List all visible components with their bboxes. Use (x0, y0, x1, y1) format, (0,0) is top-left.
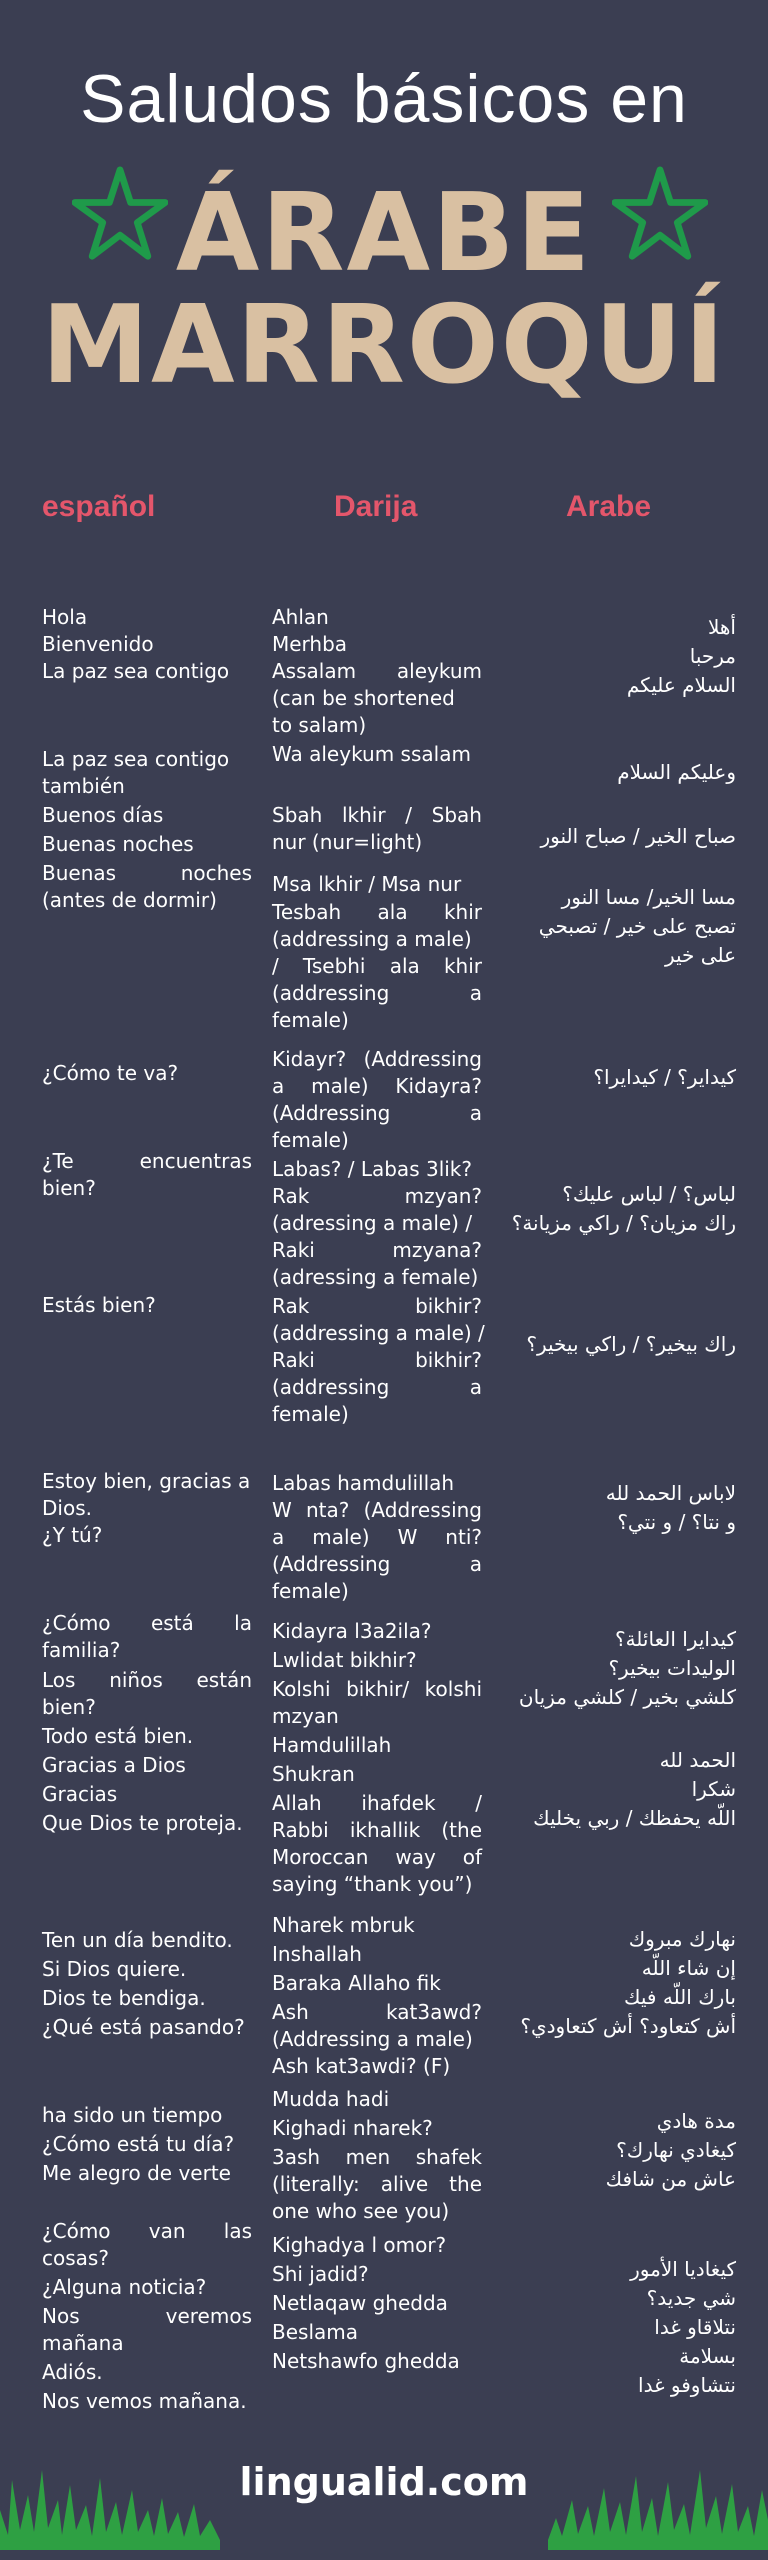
spanish-line: Ten un día bendito. (42, 1928, 233, 1952)
spanish-line: ¿Cómo te va? (42, 1061, 179, 1085)
darija-line: (addressing a (272, 981, 482, 1005)
darija-line: Raki mzyana? (272, 1238, 482, 1262)
page-title-line1: ÁRABE (175, 171, 593, 296)
darija-line: Allah ihafdek / (272, 1791, 482, 1815)
darija-line: Assalam aleykum (272, 659, 482, 683)
arabic-line: كيغاديا الأمور (630, 2257, 736, 2281)
spanish-line: bien? (42, 1695, 96, 1719)
arabic-line: مرحبا (689, 644, 736, 668)
darija-line: Rak mzyan? (272, 1184, 482, 1208)
arabic-line: بسلامة (679, 2344, 736, 2368)
arabic-line: تصبح على خير / تصبحي (538, 914, 736, 938)
column-heading-arabic: Arabe (566, 490, 652, 523)
darija-line: (can be shortened (272, 686, 455, 710)
darija-line: Raki bikhir? (272, 1348, 482, 1372)
spanish-line: Adiós. (42, 2360, 103, 2384)
darija-line: (addressing a male) / (272, 1321, 485, 1345)
arabic-line: نتشاوفو غدا (638, 2373, 736, 2397)
darija-line: Msa lkhir / Msa nur (272, 872, 462, 896)
darija-line: Kighadya l omor? (272, 2233, 447, 2257)
darija-line: Hamdulillah (272, 1733, 392, 1757)
spanish-line: Que Dios te proteja. (42, 1811, 243, 1835)
spanish-line: La paz sea contigo (42, 747, 230, 771)
spanish-line: ¿Cómo está tu día? (42, 2132, 235, 2156)
column-heading-spanish: español (42, 490, 156, 523)
darija-line: Kolshi bikhir/ kolshi (272, 1677, 482, 1701)
spanish-line: Si Dios quiere. (42, 1957, 187, 1981)
darija-line: Ash kat3awd? (272, 2000, 482, 2024)
spanish-line: Todo está bien. (42, 1724, 194, 1748)
darija-line: Shukran (272, 1762, 355, 1786)
darija-line: Baraka Allaho fik (272, 1971, 441, 1995)
darija-line: a male) Kidayra? (272, 1074, 482, 1098)
column-heading-darija: Darija (334, 490, 418, 523)
darija-line: (Addressing a male) (272, 2027, 473, 2051)
darija-line: Kidayr? (Addressing (272, 1047, 482, 1071)
darija-line: Lwlidat bikhir? (272, 1648, 417, 1672)
spanish-line: Hola (42, 605, 88, 629)
darija-line: nur (nur=light) (272, 830, 423, 854)
arabic-line: الحمد لله (659, 1748, 736, 1772)
darija-line: female) (272, 1008, 349, 1032)
spanish-line: Nos vemos mañana. (42, 2389, 247, 2413)
spanish-line: bien? (42, 1176, 96, 1200)
page-subtitle: Saludos básicos en (80, 61, 688, 137)
spanish-line: Bienvenido (42, 632, 154, 656)
spanish-line: Estás bien? (42, 1293, 156, 1317)
arabic-line: اللّه يحفظك / ربي يخليك (533, 1806, 736, 1830)
darija-line: Rabbi ikhallik (the (272, 1818, 482, 1842)
darija-line: Rak bikhir? (272, 1294, 482, 1318)
arabic-line: لباس؟ / لباس عليك؟ (562, 1182, 736, 1206)
darija-line: Merhba (272, 632, 348, 656)
spanish-line: Dios te bendiga. (42, 1986, 206, 2010)
spanish-line: ha sido un tiempo (42, 2103, 223, 2127)
arabic-line: الوليدات بيخير؟ (608, 1656, 736, 1680)
arabic-line: راك بيخير؟ / راكي بيخير؟ (526, 1332, 736, 1356)
spanish-line: ¿Cómo van las (42, 2219, 252, 2243)
arabic-line: إن شاء اللّه (641, 1956, 736, 1980)
darija-line: Netshawfo ghedda (272, 2349, 460, 2373)
arabic-line: على خير (664, 943, 736, 967)
arabic-line: أش كتعاود؟ أش كتعاودي؟ (520, 2014, 736, 2038)
arabic-line: نهارك مبروك (628, 1927, 736, 1951)
spanish-line: Gracias a Dios (42, 1753, 186, 1777)
darija-line: (addressing a male) (272, 927, 472, 951)
arabic-line: بارك اللّه فيك (624, 1985, 736, 2009)
darija-line: 3ash men shafek (272, 2145, 482, 2169)
spanish-line: ¿Y tú? (42, 1523, 103, 1547)
arabic-line: شكرا (691, 1777, 736, 1801)
spanish-line: ¿Cómo está la (42, 1611, 252, 1635)
darija-line: (Addressing a (272, 1552, 482, 1576)
spanish-line: Nos veremos (42, 2304, 252, 2328)
spanish-line: ¿Alguna noticia? (42, 2275, 207, 2299)
arabic-line: نتلاقاو غدا (654, 2315, 736, 2339)
spanish-line: cosas? (42, 2246, 109, 2270)
darija-line: Sbah lkhir / Sbah (272, 803, 482, 827)
darija-line: Shi jadid? (272, 2262, 369, 2286)
spanish-line: La paz sea contigo (42, 659, 230, 683)
spanish-line: Estoy bien, gracias a (42, 1469, 251, 1493)
darija-line: Beslama (272, 2320, 358, 2344)
spanish-line: ¿Qué está pasando? (42, 2015, 245, 2039)
darija-line: Wa aleykum ssalam (272, 742, 471, 766)
spanish-line: Gracias (42, 1782, 118, 1806)
spanish-line: mañana (42, 2331, 124, 2355)
darija-line: female) (272, 1579, 349, 1603)
darija-line: female) (272, 1402, 349, 1426)
arabic-line: السلام عليكم (626, 673, 736, 697)
darija-line: (adressing a male) / (272, 1211, 473, 1235)
darija-line: Ahlan (272, 605, 329, 629)
arabic-line: مسا الخير/ مسا النور (561, 885, 736, 909)
darija-line: Tesbah ala khir (272, 900, 482, 924)
darija-line: a male) W nti? (272, 1525, 482, 1549)
spanish-line: Buenas noches (42, 832, 194, 856)
darija-line: Labas? / Labas 3lik? (272, 1157, 472, 1181)
arabic-line: أهلا (707, 615, 736, 639)
darija-line: Moroccan way of (272, 1845, 482, 1869)
arabic-line: مدة هادي (656, 2109, 736, 2133)
arabic-line: كيغادي نهارك؟ (616, 2138, 736, 2162)
darija-line: Inshallah (272, 1942, 362, 1966)
spanish-line: Los niños están (42, 1668, 252, 1692)
arabic-line: صباح الخير / صباح النور (540, 824, 736, 848)
spanish-line: Buenas noches (42, 861, 252, 885)
darija-line: (adressing a female) (272, 1265, 479, 1289)
darija-line: Kighadi nharek? (272, 2116, 433, 2140)
darija-line: Ash kat3awdi? (F) (272, 2054, 451, 2078)
arabic-line: لاباس الحمد لله (605, 1481, 736, 1505)
spanish-line: también (42, 774, 125, 798)
arabic-line: راك مزيان؟ / راكي مزيانة؟ (511, 1211, 736, 1235)
darija-line: (addressing a (272, 1375, 482, 1399)
darija-line: saying “thank you”) (272, 1872, 473, 1896)
site-url: lingualid.com (239, 2460, 529, 2504)
spanish-line: Dios. (42, 1496, 92, 1520)
arabic-line: كيداير؟ / كيدايرا؟ (593, 1065, 736, 1089)
darija-line: Mudda hadi (272, 2087, 390, 2111)
darija-line: Nharek mbruk (272, 1913, 415, 1937)
darija-line: one who see you) (272, 2199, 450, 2223)
arabic-line: شي جديد؟ (646, 2286, 736, 2310)
spanish-line: Buenos días (42, 803, 164, 827)
darija-line: Labas hamdulillah (272, 1471, 455, 1495)
arabic-line: عاش من شافك (605, 2167, 736, 2191)
darija-line: (Addressing a (272, 1101, 482, 1125)
arabic-line: و نتا؟ / و نتي؟ (617, 1510, 736, 1534)
spanish-line: Me alegro de verte (42, 2161, 231, 2185)
darija-line: (literally: alive the (272, 2172, 482, 2196)
darija-line: Netlaqaw ghedda (272, 2291, 448, 2315)
arabic-line: كيدايرا العائلة؟ (614, 1627, 736, 1651)
darija-line: Kidayra l3a2ila? (272, 1619, 432, 1643)
page-title-line2: MARROQUÍ (41, 283, 727, 408)
arabic-line: وعليكم السلام (617, 760, 736, 784)
darija-line: / Tsebhi ala khir (272, 954, 482, 978)
darija-line: W nta? (Addressing (272, 1498, 482, 1522)
darija-line: to salam) (272, 713, 367, 737)
spanish-line: familia? (42, 1638, 121, 1662)
spanish-line: ¿Te encuentras (42, 1149, 252, 1173)
darija-line: female) (272, 1128, 349, 1152)
arabic-line: كلشي بخير / كلشي مزيان (518, 1685, 736, 1709)
darija-line: mzyan (272, 1704, 339, 1728)
spanish-line: (antes de dormir) (42, 888, 217, 912)
